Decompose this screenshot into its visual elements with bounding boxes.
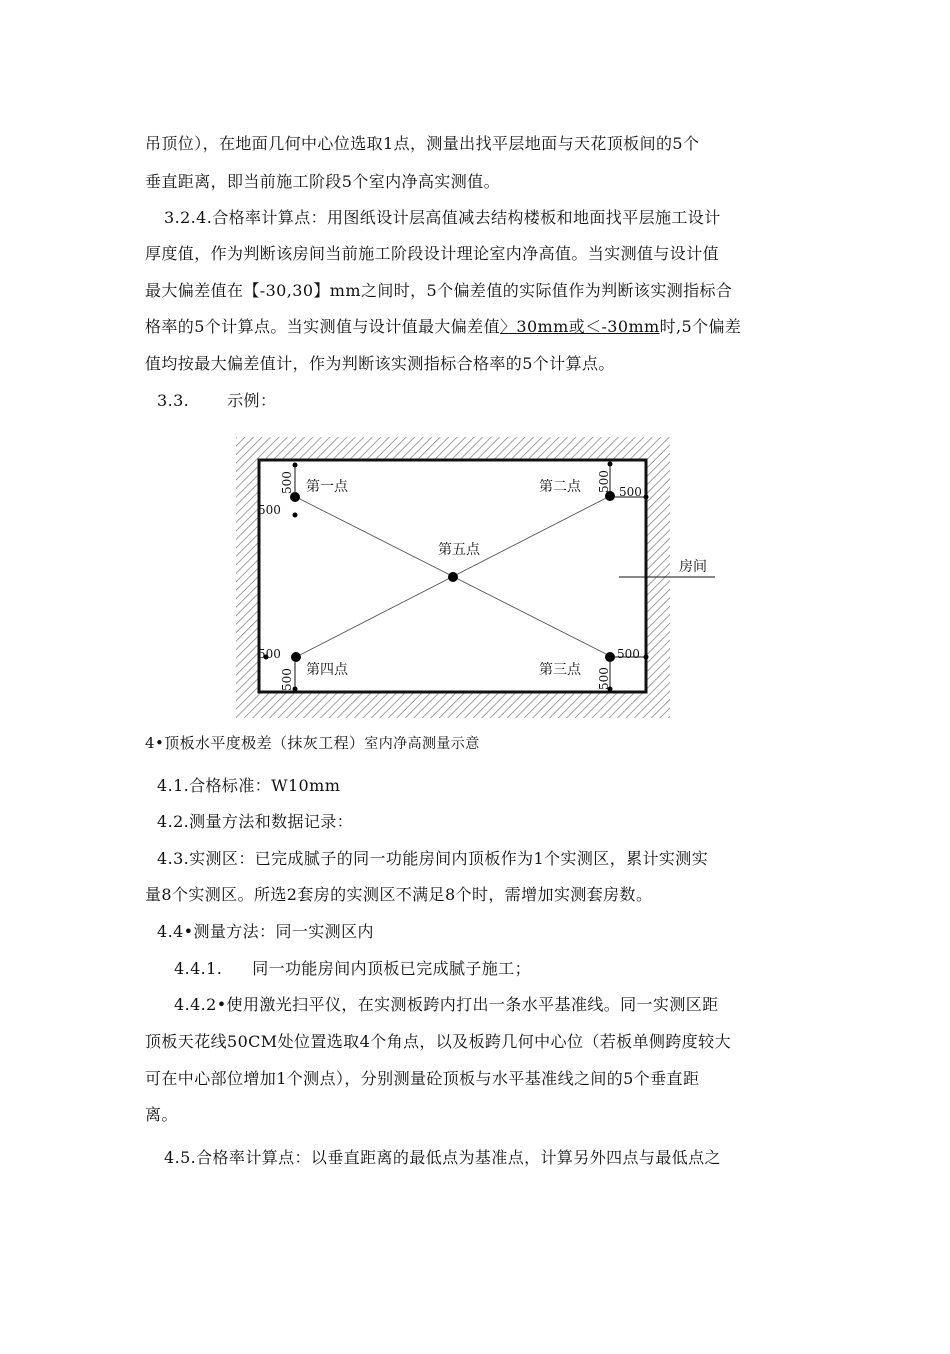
section-number: 3.3. — [157, 391, 190, 410]
text-line: 值均按最大偏差值计，作为判断该实测指标合格率的5个计算点。 — [145, 354, 615, 373]
point-3-label: 第三点 — [539, 662, 581, 678]
point-2-label: 第二点 — [539, 479, 581, 495]
text-line: 吊顶位），在地面几何中心位选取1点，测量出找平层地面与天花顶板间的5个 — [145, 134, 700, 153]
section-title: 示例： — [227, 391, 277, 410]
text-line — [174, 952, 844, 986]
room-measurement-diagram — [236, 437, 716, 722]
caption-text: 室内净高测量示意 — [364, 736, 480, 752]
text-line: 最大偏差值在【-30,30】mm之间时，5个偏差值的实际值作为判断该实测指标合 — [145, 281, 733, 300]
text-line: 4.1.合格标准：W10mm — [157, 776, 341, 795]
caption-heading: 4•顶板水平度极差（抹灰工程） — [145, 734, 365, 752]
dimension-label: 500 — [258, 503, 281, 517]
dimension-label: 500 — [280, 668, 294, 691]
point-1-label: 第一点 — [306, 479, 348, 495]
text-line: 4.5.合格率计算点：以垂直距离的最低点为基准点，计算另外四点与最低点之 — [164, 1148, 721, 1167]
room-label: 房间 — [679, 559, 707, 575]
point-4-marker — [291, 652, 301, 662]
point-5-label: 第五点 — [438, 542, 480, 558]
text-line: 可在中心部位增加1个测点），分别测量砼顶板与水平基准线之间的5个垂直距 — [145, 1069, 700, 1088]
point-5-marker — [448, 572, 458, 582]
section-number: 4.4.1. — [174, 959, 223, 978]
text-line: 离。 — [145, 1105, 178, 1124]
underlined-text: 〉30mm或＜-30mm — [499, 317, 660, 336]
text-line: 3.2.4.合格率计算点：用图纸设计层高值减去结构楼板和地面找平层施工设计 — [164, 208, 721, 227]
text-line: 4.4•测量方法：同一实测区内 — [157, 922, 374, 941]
figure-caption — [145, 726, 815, 761]
text-line: 量8个实测区。所选2套房的实测区不满足8个时，需增加实测套房数。 — [145, 885, 653, 904]
point-3-marker — [605, 652, 615, 662]
section-heading — [157, 384, 827, 418]
dimension-label: 500 — [280, 471, 294, 494]
dimension-label: 500 — [597, 667, 611, 690]
text-run: 同一功能房间内顶板已完成腻子施工； — [252, 959, 532, 978]
text-line: 顶板天花线50CM处位置选取4个角点，以及板跨几何中心位（若板单侧跨度较大 — [145, 1032, 731, 1051]
dimension-label: 500 — [597, 470, 611, 493]
text-run: 格率的5个计算点。当实测值与设计值最大偏差值 — [145, 317, 500, 336]
text-line: 4.4.2•使用激光扫平仪，在实测板跨内打出一条水平基准线。同一实测区距 — [174, 995, 719, 1014]
dimension-label: 500 — [617, 647, 640, 661]
text-line: 垂直距离，即当前施工阶段5个室内净高实测值。 — [145, 172, 500, 191]
point-4-label: 第四点 — [306, 662, 348, 678]
text-run: 时,5个偏差 — [659, 317, 742, 336]
dimension-label: 500 — [619, 485, 642, 499]
text-line: 厚度值，作为判断该房间当前施工阶段设计理论室内净高值。当实测值与设计值 — [145, 244, 720, 263]
dimension-label: 500 — [258, 647, 281, 661]
text-line: 4.2.测量方法和数据记录： — [157, 812, 354, 831]
text-line — [145, 310, 815, 344]
text-line: 4.3.实测区：已完成腻子的同一功能房间内顶板作为1个实测区，累计实测实 — [157, 849, 709, 868]
